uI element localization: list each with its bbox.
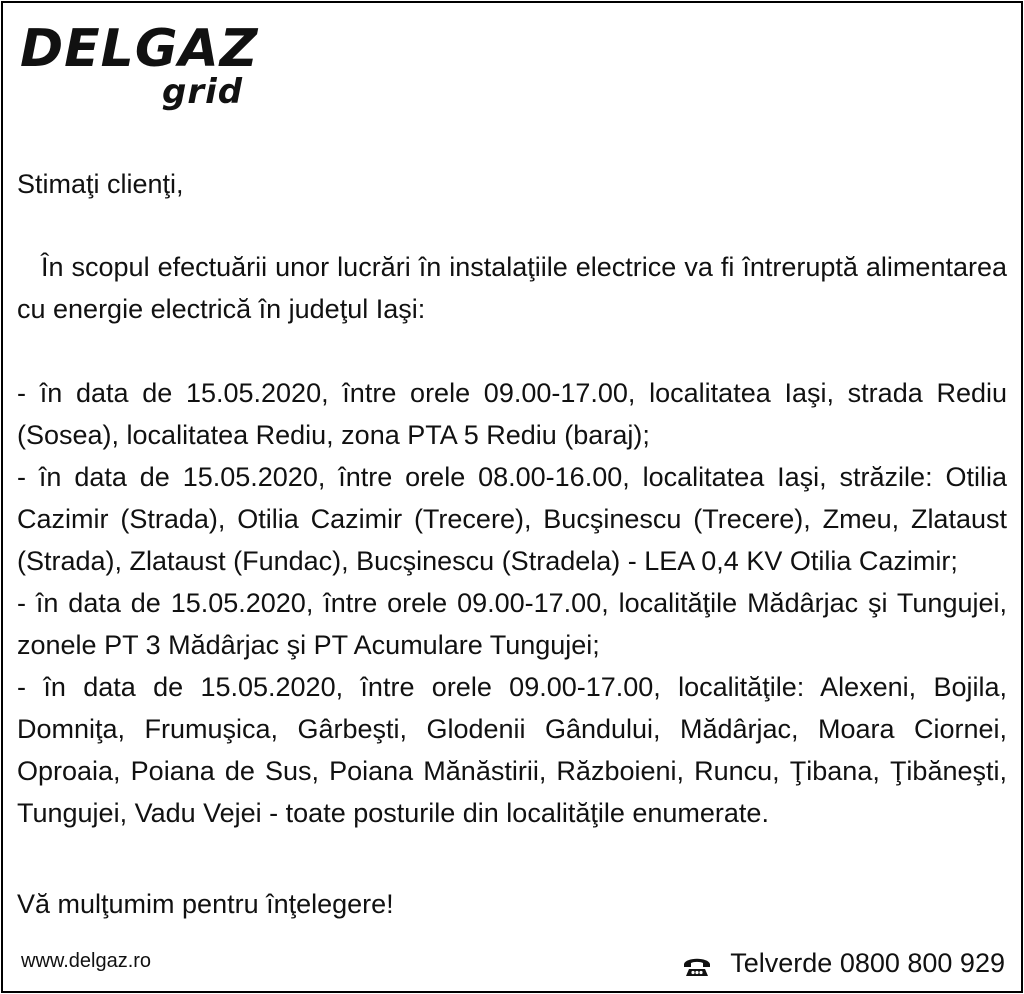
logo-subtitle: grid bbox=[162, 72, 244, 112]
intro-paragraph: În scopul efectuării unor lucrări în instalaţiile electrice va fi întreruptă alimentarea cu energie electrică în judeţul Iaşi: bbox=[17, 252, 1007, 324]
outage-notice-list bbox=[17, 372, 1007, 834]
outage-notice: - în data de 15.05.2020, între orele 09.00-17.00, localitatea Iaşi, strada Rediu (Sosea), localitatea Rediu, zona PTA 5 Rediu (baraj); bbox=[17, 378, 1007, 450]
logo-wordmark: DELGAZ bbox=[20, 19, 259, 79]
outage-notice: - în data de 15.05.2020, între orele 09.00-17.00, localităţile: Alexeni, Bojila, Domniţa, Frumuşica, Gârbeşti, Glodenii Gândului, Mădârjac, Moara Ciornei, Oproaia, Poiana de Sus, Poiana Mănăstirii, Războieni, Runcu, Ţibana, Ţibăneşti, Tungujei, Vadu Vejei - toate posturile din localităţile enumerate. bbox=[17, 672, 1007, 828]
helpline bbox=[682, 945, 1005, 981]
announcement-frame bbox=[1, 1, 1023, 993]
helpline-number: Telverde 0800 800 929 bbox=[730, 948, 1005, 978]
outage-notice: - în data de 15.05.2020, între orele 08.00-16.00, localitatea Iaşi, străzile: Otilia Cazimir (Strada), Otilia Cazimir (Trecere), Bucşinescu (Trecere), Zmeu, Zlataust (Strada), Zlataust (Fundac), Bucşinescu (Stradela) - LEA 0,4 KV Otilia Cazimir; bbox=[17, 462, 1007, 576]
outage-notice: - în data de 15.05.2020, între orele 09.00-17.00, localităţile Mădârjac şi Tungujei, zonele PT 3 Mădârjac şi PT Acumulare Tungujei; bbox=[17, 588, 1007, 660]
closing-line: Vă mulţumim pentru înţelegere! bbox=[17, 889, 394, 919]
salutation: Stimaţi clienţi, bbox=[17, 169, 184, 199]
delgaz-grid-logo bbox=[20, 21, 270, 116]
website-link[interactable]: www.delgaz.ro bbox=[21, 950, 152, 972]
telephone-icon bbox=[682, 951, 712, 975]
